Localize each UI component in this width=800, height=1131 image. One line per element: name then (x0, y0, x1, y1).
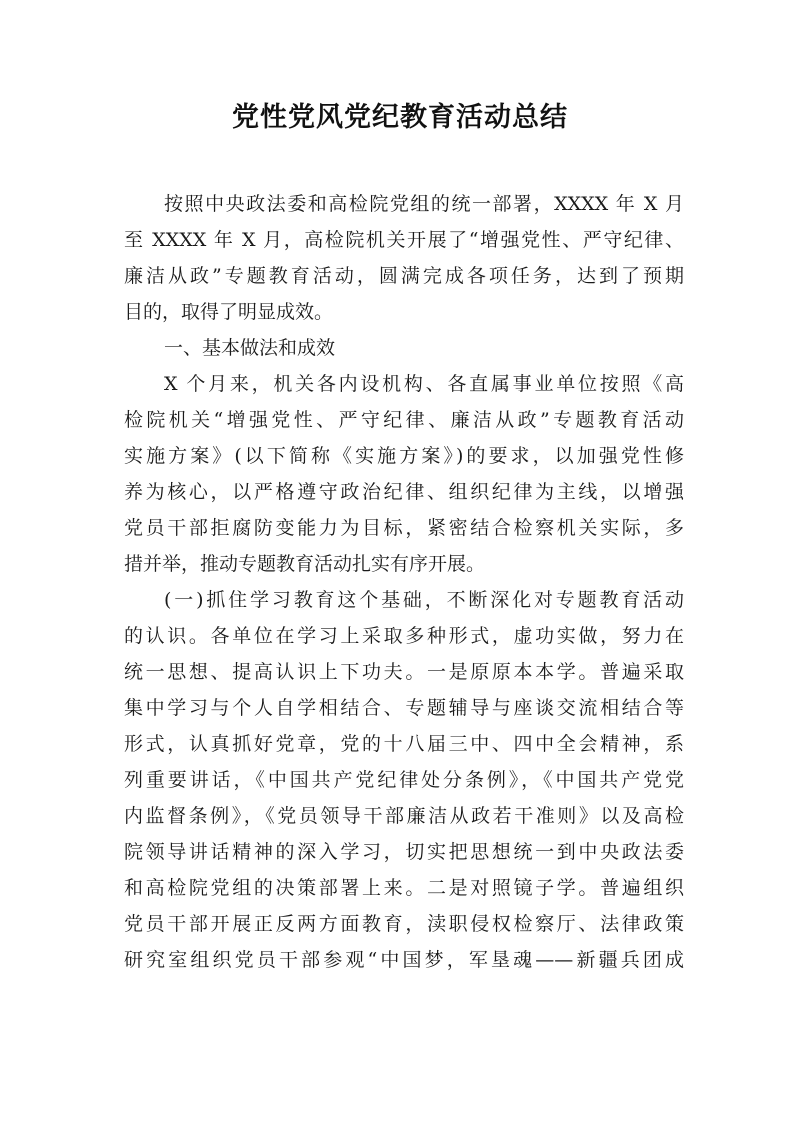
text-line: 实施方案》(以下简称《实施方案》)的要求，以加强党性修 (124, 445, 684, 467)
text-line: 党员干部拒腐防变能力为目标，紧密结合检察机关实际，多 (124, 517, 684, 539)
text-line: 内监督条例》，《党员领导干部廉洁从政若干准则》以及高检 (124, 805, 684, 827)
text-line: 和高检院党组的决策部署上来。二是对照镜子学。普遍组织 (124, 877, 684, 899)
text-line: 集中学习与个人自学相结合、专题辅导与座谈交流相结合等 (124, 697, 684, 719)
text-line: 党员干部开展正反两方面教育，渎职侵权检察厅、法律政策 (124, 913, 684, 935)
text-line: 的认识。各单位在学习上采取多种形式，虚功实做，努力在 (124, 625, 684, 647)
text-line: 养为核心，以严格遵守政治纪律、组织纪律为主线，以增强 (124, 481, 684, 503)
text-line: (一)抓住学习教育这个基础，不断深化对专题教育活动 (164, 589, 684, 611)
text-line: 措并举，推动专题教育活动扎实有序开展。 (124, 553, 486, 575)
text-line: 院领导讲话精神的深入学习，切实把思想统一到中央政法委 (124, 841, 684, 863)
document-body (124, 186, 684, 978)
text-line: 研究室组织党员干部参观“中国梦，军垦魂——新疆兵团成 (124, 949, 684, 971)
document-title: 党性党风党纪教育活动总结 (232, 102, 568, 133)
text-line: X 个月来，机关各内设机构、各直属事业单位按照《高 (164, 373, 684, 395)
text-line: 检院机关“增强党性、严守纪律、廉洁从政”专题教育活动 (124, 409, 684, 431)
text-line: 一、基本做法和成效 (164, 337, 336, 359)
text-line: 按照中央政法委和高检院党组的统一部署，XXXX 年 X 月 (164, 193, 684, 215)
text-line: 列重要讲话，《中国共产党纪律处分条例》，《中国共产党党 (124, 769, 684, 791)
text-line: 统一思想、提高认识上下功夫。一是原原本本学。普遍采取 (124, 661, 684, 683)
text-line: 目的，取得了明显成效。 (124, 301, 334, 323)
text-line: 形式，认真抓好党章，党的十八届三中、四中全会精神，系 (124, 733, 684, 755)
text-line: 廉洁从政”专题教育活动，圆满完成各项任务，达到了预期 (124, 265, 684, 287)
text-line: 至 XXXX 年 X 月，高检院机关开展了“增强党性、严守纪律、 (124, 229, 684, 251)
